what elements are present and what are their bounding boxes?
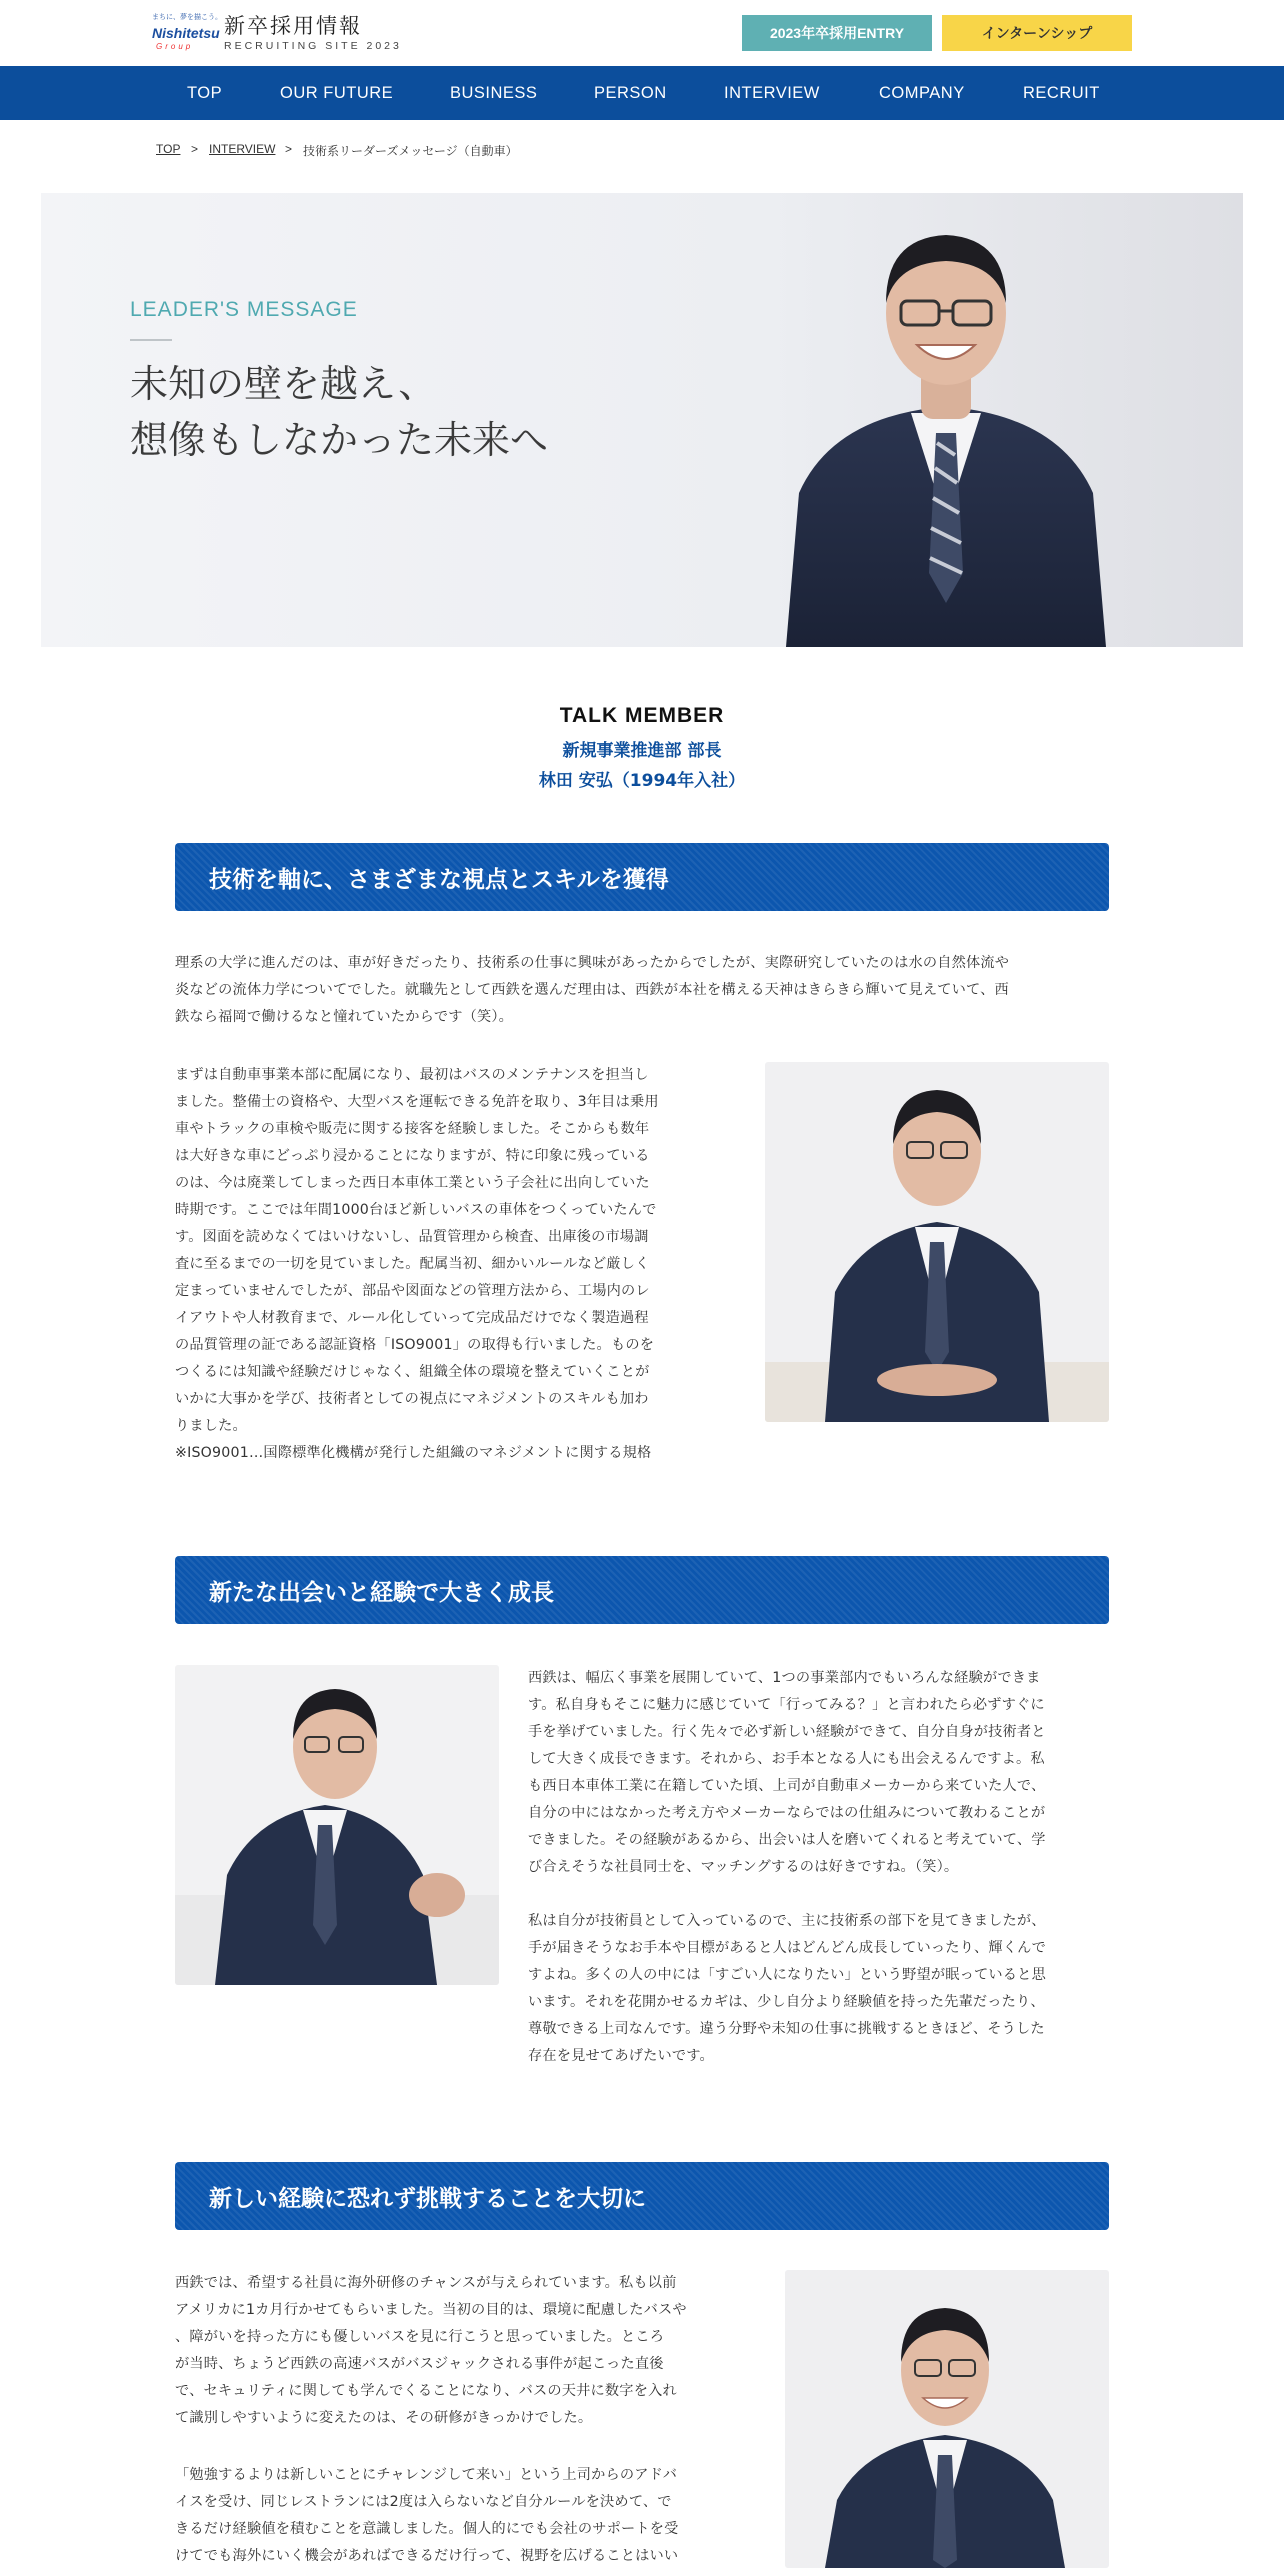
section-heading-1: 技術を軸に、さまざまな視点とスキルを獲得 (175, 843, 1109, 911)
logo-tagline: まちに、夢を描こう。 (152, 13, 222, 21)
talk-member-heading: TALK MEMBER (559, 704, 725, 727)
nav-top[interactable]: TOP (187, 83, 223, 102)
logo-wordmark: Nishitetsu (152, 25, 220, 41)
nav-business[interactable]: BUSINESS (450, 83, 538, 102)
section1-body: まずは自動車事業本部に配属になり、最初はバスのメンテナンスを担当し ました。整備士の資格や、大型バスを運転できる免許を取り、3年目は乗用 車やトラックの車検や販売に関する接客を経験しました。そこからも数年 は大好きな車にどっぷり浸かることになりますが、特に印象に残っている のは、今は廃業してしまった西日本車体工業という子会社に出向していた 時期です。ここでは年間1000台ほど新しいバスの車体をつくっていたんで す。図面を読めなくてはいけないし、品質管理から検査、出庫後の市場調 査に至るまでの一切を見ていました。配属当初、細かいルールなど厳しく 定まっていませんでしたが、部品や図面などの管理方法から、工場内のレ イアウトや人材教育まで、ルール化していって完成品だけでなく製造過程 の品質管理の証である認証資格「ISO9001」の取得も行いました。ものを つくるには知識や経験だけじゃなく、組織全体の環境を整えていくことが いかに大事かを学び、技術者としての視点にマネジメントのスキルも加わ りました。 ※ISO9001…国際標準化機構が発行した組織のマネジメントに関する規格 (175, 1067, 659, 1461)
section2-body-1: 西鉄は、幅広く事業を展開していて、1つの事業部内でもいろんな経験ができま す。私自身もそこに魅力に感じていて「行ってみる？」と言われたら必ずすぐに 手を挙げていました。行く先々で必ず新しい経験ができて、自分自身が技術者と して大きく成長できます。それから、お手本となる人にも出会えるんですよ。私 も西日本車体工業に在籍していた頃、上司が自動車メーカーから来ていた人で、 自分の中にはなかった考え方やメーカーならではの仕組みについて教わることが できました。その経験があるから、出会いは人を磨いてくれると考えていて、学 び合えそうな社員同士を、マッチングするのは好きですね。（笑）。 (528, 1670, 1046, 1875)
breadcrumb-top[interactable]: TOP (156, 142, 181, 156)
section3-body-2: 「勉強するよりは新しいことにチャレンジして来い」という上司からのアドバ イスを受け、同じレストランには2度は入らないなど自分ルールを決めて、で きるだけ経験値を積むことを意識しました。個人的にでも会社のサポートを受 けてでも海外にいく機会があればできるだけ行って、視野を広げることはいい (175, 2467, 679, 2564)
hero-kicker: LEADER'S MESSAGE (130, 298, 358, 321)
breadcrumb-separator: > (191, 142, 199, 156)
nav-our-future[interactable]: OUR FUTURE (280, 83, 394, 102)
nishitetsu-logo[interactable] (152, 12, 222, 56)
leader-photo-smiling (785, 2270, 1109, 2568)
site-subtitle: RECRUITING SITE 2023 (224, 40, 402, 52)
section-heading-3: 新しい経験に恐れず挑戦することを大切に (175, 2162, 1109, 2230)
site-title: 新卒採用情報 (224, 14, 362, 38)
logo-group-text: Group (156, 42, 194, 51)
nav-company[interactable]: COMPANY (879, 83, 965, 102)
section1-intro: 理系の大学に進んだのは、車が好きだったり、技術系の仕事に興味があったからでしたが、実際研究していたのは水の自然体流や 炎などの流体力学についてでした。就職先として西鉄を選んだ理由は、西鉄が本社を構える天神はきらきら輝いて見えていて、西 鉄なら福岡で働けるなと憧れていたからです（笑）。 (175, 955, 1010, 1025)
breadcrumb-separator: > (285, 142, 293, 156)
section3-body-1: 西鉄では、希望する社員に海外研修のチャンスが与えられています。私も以前 アメリカに1カ月行かせてもらいました。当初の目的は、環境に配慮したバスや 、障がいを持った方にも優しいバスを見に行こうと思っていました。ところ が当時、ちょうど西鉄の高速バスがバスジャックされる事件が起こった直後 で、セキュリティに関しても学んでくることになり、バスの天井に数字を入れ て識別しやすいように変えたのは、その研修がきっかけでした。 (175, 2275, 687, 2426)
hero-divider (130, 339, 172, 341)
section2-body-2: 私は自分が技術員として入っているので、主に技術系の部下を見てきましたが、 手が届きそうなお手本や目標があると人はどんどん成長していったり、輝くんで すよね。多くの人の中には「すごい人になりたい」という野望が眠っていると思 います。それを花開かせるカギは、少し自分より経験値を持った先輩だったり、 尊敬できる上司なんです。違う分野や未知の仕事に挑戦するときほど、そうした 存在を見せてあげたいです。 (528, 1913, 1046, 2064)
nav-recruit[interactable]: RECRUIT (1023, 83, 1100, 102)
leader-photo-hands-folded (765, 1062, 1109, 1422)
breadcrumb-current: 技術系リーダーズメッセージ（自動車） (303, 144, 518, 158)
entry-button[interactable]: 2023年卒採用ENTRY (742, 15, 932, 51)
hero-title: 未知の壁を越え、 想像もしなかった未来へ (130, 362, 549, 462)
global-nav (0, 66, 1284, 120)
talk-member-name: 林田 安弘（1994年入社） (538, 771, 746, 791)
section-heading-2: 新たな出会いと経験で大きく成長 (175, 1556, 1109, 1624)
nav-person[interactable]: PERSON (594, 83, 667, 102)
talk-member-dept: 新規事業推進部 部長 (562, 741, 722, 761)
nav-interview[interactable]: INTERVIEW (724, 83, 820, 102)
breadcrumb-interview[interactable]: INTERVIEW (209, 142, 276, 156)
leader-photo-gesturing (175, 1665, 499, 1985)
internship-button[interactable]: インターンシップ (942, 15, 1132, 51)
